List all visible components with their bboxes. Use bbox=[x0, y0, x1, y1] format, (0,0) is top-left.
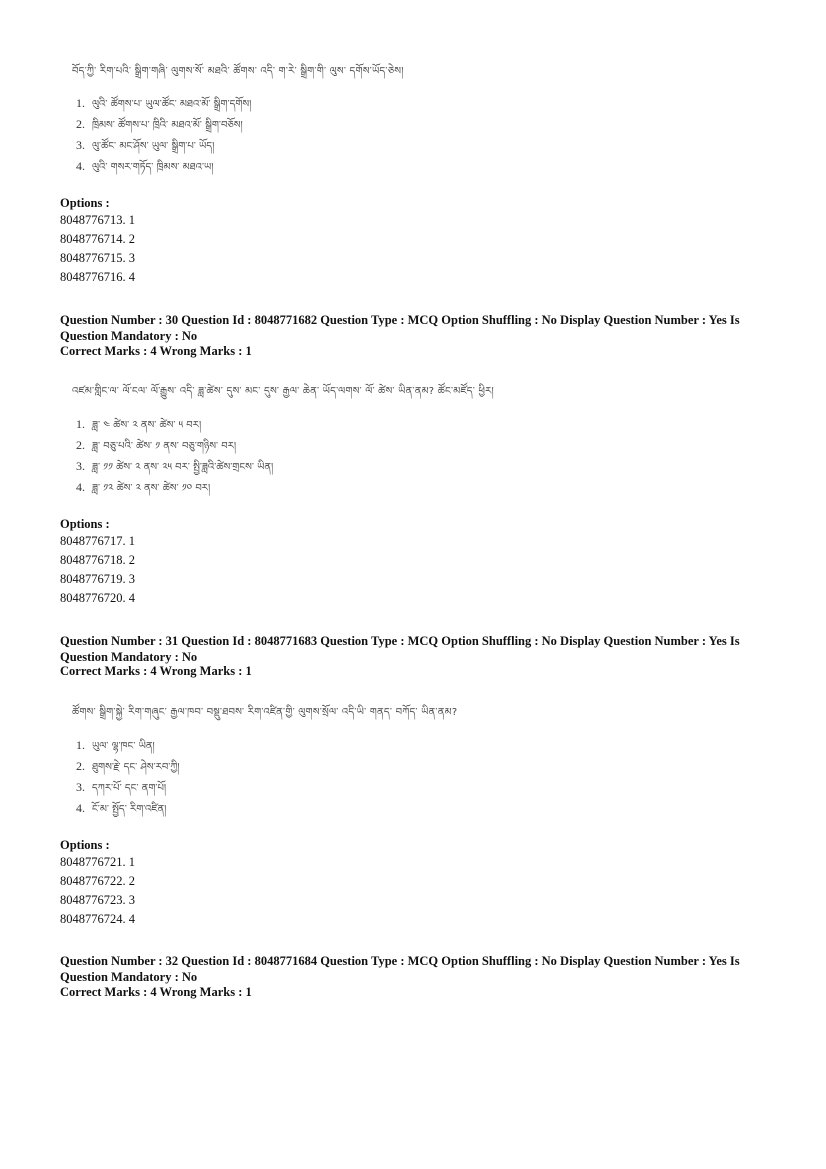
options-label: Options : bbox=[60, 517, 110, 531]
marks-line: Correct Marks : 4 Wrong Marks : 1 bbox=[60, 985, 252, 999]
choice-3: 3. ཟླ་ ༡༡ ཚེས་ ༢ ནས་ ༢༥ བར་ སྤྱི་ཟླའི་ཚེས་གྲངས་ ཡིན། bbox=[76, 459, 274, 473]
choice-3: 3. ལུ་ཚོང་ མང་ཤོས་ ཡུལ་ སྒྲིག་པ་ ཡོད། bbox=[76, 138, 215, 152]
question-header bbox=[60, 633, 760, 665]
choice-1: 1. ཟླ་ ༤ ཚེས་ ༢ ནས་ ཚེས་ ༥ བར། bbox=[76, 417, 202, 431]
option-id: 8048776713. 1 bbox=[60, 213, 135, 227]
question-text: ཚོགས་ སྒྲིག་སྐྱེ་ རིག་གཞུང་ རྒྱལ་ཁབ་ བསྡུ་ཐབས་ རིག་འཛིན་གྱི་ ལུགས་སྲོལ་ འདི་ཡི་ གནད་ བཀོད་ ཡིན་ནམ? bbox=[72, 707, 458, 718]
question-text: འཛམ་གླིང་ལ་ ལོ་ངལ་ ལོ་རྒྱུས་ འདི་ ཟླ་ཚེས་ དུས་ མང་ དུས་ རྒྱལ་ ཆེན་ ཡོད་ལགས་ ལོ་ ཚེས་ ཡིན་ནམ? ཚོང་མཛོད་ ཕྱིར། bbox=[72, 386, 494, 397]
choice-2: 2. ཟླ་ བཅུ་པའི་ ཚེས་ ༡ ནས་ བཅུ་གཉིས་ བར། bbox=[76, 438, 237, 452]
option-id: 8048776717. 1 bbox=[60, 534, 135, 548]
question-header-line2: Question Mandatory : No bbox=[60, 970, 198, 984]
question-header bbox=[60, 312, 760, 344]
option-id: 8048776721. 1 bbox=[60, 855, 135, 869]
options-label: Options : bbox=[60, 838, 110, 852]
question-header-line1: Question Number : 31 Question Id : 8048771683 Question Type : MCQ Option Shuffling : No Display Question Number : Yes Is bbox=[60, 634, 740, 648]
option-id: 8048776715. 3 bbox=[60, 251, 135, 265]
choice-4: 4. ལུའི་ གསར་གཏོད་ ཁྲིམས་ མཐའ་ཡ། bbox=[76, 159, 214, 173]
marks-line: Correct Marks : 4 Wrong Marks : 1 bbox=[60, 344, 252, 358]
option-id: 8048776720. 4 bbox=[60, 591, 135, 605]
question-header-line2: Question Mandatory : No bbox=[60, 650, 198, 664]
question-header-line1: Question Number : 30 Question Id : 8048771682 Question Type : MCQ Option Shuffling : No Display Question Number : Yes Is bbox=[60, 313, 740, 327]
question-header bbox=[60, 953, 760, 985]
choice-2: 2. ཐུགས་རྗེ་ དང་ ཤེས་རབ་ཀྱི། bbox=[76, 759, 180, 773]
choice-4: 4. ཟླ་ ༡༢ ཚེས་ ༢ ནས་ ཚེས་ ༡༠ བར། bbox=[76, 480, 211, 494]
option-id: 8048776714. 2 bbox=[60, 232, 135, 246]
choice-3: 3. དཀར་པོ་ དང་ ནག་པོ། bbox=[76, 780, 167, 794]
question-header-line2: Question Mandatory : No bbox=[60, 329, 198, 343]
choice-4: 4. ངོ་མ་ སྤྱོད་ རིག་འཛིན། bbox=[76, 801, 167, 815]
option-id: 8048776724. 4 bbox=[60, 912, 135, 926]
option-id: 8048776722. 2 bbox=[60, 874, 135, 888]
choice-2: 2. ཁྲིམས་ ཚོགས་པ་ ཁྲིའི་ མཐའ་མོ་ སྒྲིག་བཅོས། bbox=[76, 117, 243, 131]
option-id: 8048776719. 3 bbox=[60, 572, 135, 586]
options-label: Options : bbox=[60, 196, 110, 210]
choice-1: 1. ཡུལ་ ལྷ་ཁང་ ཡིན། bbox=[76, 738, 155, 752]
marks-line: Correct Marks : 4 Wrong Marks : 1 bbox=[60, 664, 252, 678]
question-text: བོད་ཀྱི་ རིག་པའི་ སྒྲིག་གཞི་ ལུགས་སོ་ མཐའི་ ཚོགས་ འདི་ ག་རེ་ སྒྲིག་གི་ ལུས་ དགོས་ཡོད་ཅེས། bbox=[72, 66, 404, 77]
option-id: 8048776723. 3 bbox=[60, 893, 135, 907]
question-header-line1: Question Number : 32 Question Id : 8048771684 Question Type : MCQ Option Shuffling : No Display Question Number : Yes Is bbox=[60, 954, 740, 968]
choice-1: 1. ལུའི་ ཚོགས་པ་ ཡུལ་ཚོང་ མཐའ་མོ་ སྒྲིག་དགོས། bbox=[76, 96, 252, 110]
option-id: 8048776716. 4 bbox=[60, 270, 135, 284]
option-id: 8048776718. 2 bbox=[60, 553, 135, 567]
